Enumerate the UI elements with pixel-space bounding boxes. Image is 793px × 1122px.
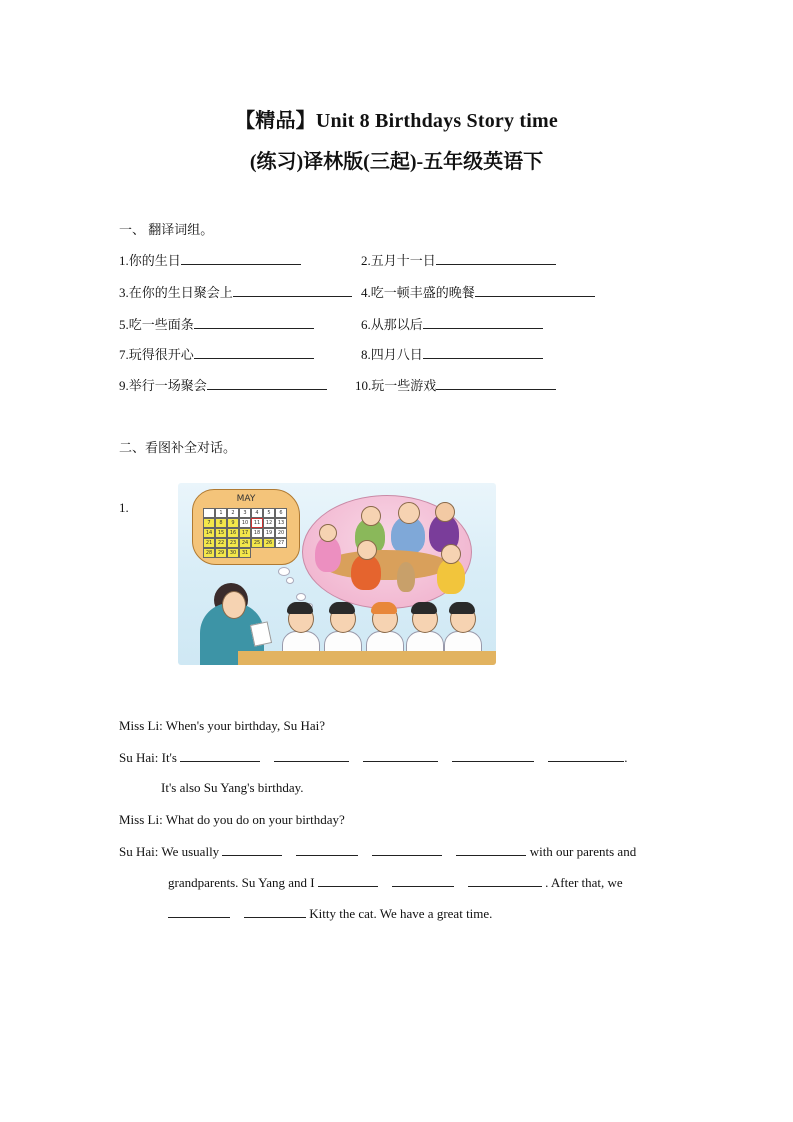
- calendar-day: 16: [227, 528, 239, 538]
- student-5-hair: [449, 602, 475, 614]
- translate-item-7: [119, 344, 314, 363]
- item-num: 1.: [119, 253, 129, 268]
- item-num: 5.: [119, 317, 129, 332]
- calendar-day: 20: [275, 528, 287, 538]
- dialogue-line-4: Miss Li: What do you do on your birthday?: [119, 812, 345, 827]
- dialogue-text: Su Hai: We usually: [119, 844, 220, 859]
- section2-heading: 二、看图补全对话。: [119, 440, 237, 455]
- item-text: 从那以后: [370, 317, 423, 332]
- teacher-head: [222, 591, 246, 619]
- family-dinner-thought-bubble: [302, 495, 472, 609]
- girl-head: [319, 524, 337, 542]
- answer-blank[interactable]: [548, 749, 624, 762]
- translate-item-1: [119, 250, 301, 269]
- page-subtitle: (练习)译林版(三起)-五年级英语下: [249, 151, 544, 173]
- su-hai-head: [357, 540, 377, 560]
- item-text: 五月十一日: [370, 253, 436, 268]
- dialogue-line-1: Miss Li: When's your birthday, Su Hai?: [119, 718, 325, 733]
- calendar-day: 18: [251, 528, 263, 538]
- translate-item-2: [361, 250, 556, 269]
- student-1-hair: [287, 602, 313, 614]
- translate-item-9: [119, 375, 327, 394]
- answer-blank[interactable]: [456, 843, 526, 856]
- translate-item-3: [119, 282, 352, 301]
- item-num: 6.: [361, 317, 371, 332]
- student-3-hair: [371, 602, 397, 614]
- answer-blank[interactable]: [194, 346, 314, 359]
- grandmother-head: [361, 506, 381, 526]
- calendar-day: [203, 508, 215, 518]
- item-text: 吃一些面条: [128, 317, 194, 332]
- answer-blank[interactable]: [274, 749, 349, 762]
- calendar-day: 29: [215, 548, 227, 558]
- translate-item-6: [361, 314, 543, 333]
- answer-blank[interactable]: [423, 346, 543, 359]
- calendar-day: 10: [239, 518, 251, 528]
- calendar-month: MAY: [236, 494, 256, 504]
- dinner-table: [323, 550, 449, 580]
- calendar-day: 19: [263, 528, 275, 538]
- calendar-day: 2: [227, 508, 239, 518]
- thought-bubble-dot: [286, 577, 294, 584]
- calendar-day: 27: [275, 538, 287, 548]
- answer-blank[interactable]: [372, 843, 442, 856]
- grandfather-head: [398, 502, 420, 524]
- page-title: 【精品】Unit 8 Birthdays Story time: [235, 110, 558, 132]
- calendar-day: 21: [203, 538, 215, 548]
- dialogue-text: .: [624, 750, 628, 765]
- thought-bubble-dot: [296, 593, 306, 601]
- calendar-day: 4: [251, 508, 263, 518]
- item-text: 你的生日: [128, 253, 181, 268]
- answer-blank[interactable]: [392, 874, 454, 887]
- item-num: 2.: [361, 253, 371, 268]
- calendar-day-circled: 11: [251, 518, 263, 528]
- answer-blank[interactable]: [181, 252, 301, 265]
- dialogue-text: . After that, we: [545, 875, 623, 890]
- section1-heading: 一、 翻译词组。: [119, 222, 214, 237]
- calendar-day: 3: [239, 508, 251, 518]
- calendar-thought-bubble: [192, 489, 300, 565]
- answer-blank[interactable]: [180, 749, 260, 762]
- answer-blank[interactable]: [436, 377, 556, 390]
- translate-item-10: [355, 375, 556, 394]
- item-text: 吃一顿丰盛的晚餐: [370, 285, 475, 300]
- calendar-day: 31: [239, 548, 251, 558]
- calendar-day: 8: [215, 518, 227, 528]
- thought-bubble-dot: [278, 567, 290, 576]
- calendar-day: 24: [239, 538, 251, 548]
- answer-blank[interactable]: [194, 316, 314, 329]
- dialogue-text: with our parents and: [529, 844, 637, 859]
- answer-blank[interactable]: [468, 874, 542, 887]
- calendar-day: 15: [215, 528, 227, 538]
- item-num: 8.: [361, 347, 371, 362]
- item-num: 4.: [361, 285, 371, 300]
- answer-blank[interactable]: [363, 749, 438, 762]
- su-yang-head: [441, 544, 461, 564]
- teacher-paper: [250, 621, 272, 646]
- calendar-day: 22: [215, 538, 227, 548]
- answer-blank[interactable]: [244, 905, 306, 918]
- item-num: 3.: [119, 285, 129, 300]
- calendar-day: 1: [215, 508, 227, 518]
- answer-blank[interactable]: [452, 749, 534, 762]
- answer-blank[interactable]: [423, 316, 543, 329]
- item-text: 玩得很开心: [128, 347, 194, 362]
- item-text: 在你的生日聚会上: [128, 285, 233, 300]
- answer-blank[interactable]: [436, 252, 556, 265]
- translate-item-4: [361, 282, 595, 301]
- translate-item-8: [361, 344, 543, 363]
- classroom-desk: [238, 651, 496, 665]
- calendar-day: 6: [275, 508, 287, 518]
- answer-blank[interactable]: [296, 843, 358, 856]
- calendar-day: 12: [263, 518, 275, 528]
- student-2-hair: [329, 602, 355, 614]
- calendar-day: 23: [227, 538, 239, 548]
- item-text: 举行一场聚会: [128, 378, 207, 393]
- calendar-day: 17: [239, 528, 251, 538]
- answer-blank[interactable]: [168, 905, 230, 918]
- student-4-hair: [411, 602, 437, 614]
- question-number: 1.: [119, 500, 129, 515]
- answer-blank[interactable]: [318, 874, 378, 887]
- calendar-day: 25: [251, 538, 263, 548]
- cat-figure: [397, 562, 415, 592]
- answer-blank[interactable]: [233, 284, 352, 297]
- translate-item-5: [119, 314, 314, 333]
- answer-blank[interactable]: [222, 843, 282, 856]
- answer-blank[interactable]: [207, 377, 327, 390]
- calendar-day: 5: [263, 508, 275, 518]
- calendar-grid: [203, 508, 287, 558]
- item-text: 四月八日: [370, 347, 423, 362]
- dialogue-line-7: [168, 905, 492, 922]
- item-text: 玩一些游戏: [371, 378, 437, 393]
- item-num: 9.: [119, 378, 129, 393]
- item-num: 7.: [119, 347, 129, 362]
- dialogue-line-3: It's also Su Yang's birthday.: [161, 780, 304, 795]
- calendar-day: 7: [203, 518, 215, 528]
- dialogue-line-6: [168, 874, 623, 891]
- dialogue-text: grandparents. Su Yang and I: [168, 875, 315, 890]
- answer-blank[interactable]: [475, 284, 595, 297]
- calendar-day: 13: [275, 518, 287, 528]
- dialogue-text: Kitty the cat. We have a great time.: [309, 906, 493, 921]
- calendar-day: 28: [203, 548, 215, 558]
- calendar-day: 14: [203, 528, 215, 538]
- item-num: 10.: [355, 378, 372, 393]
- dialogue-text: Su Hai: It's: [119, 750, 177, 765]
- father-head: [435, 502, 455, 522]
- calendar-day: 26: [263, 538, 275, 548]
- dialogue-line-2: [119, 749, 627, 766]
- birthday-illustration: [178, 483, 496, 665]
- calendar-day: 30: [227, 548, 239, 558]
- calendar-day: 9: [227, 518, 239, 528]
- dialogue-line-5: [119, 843, 636, 860]
